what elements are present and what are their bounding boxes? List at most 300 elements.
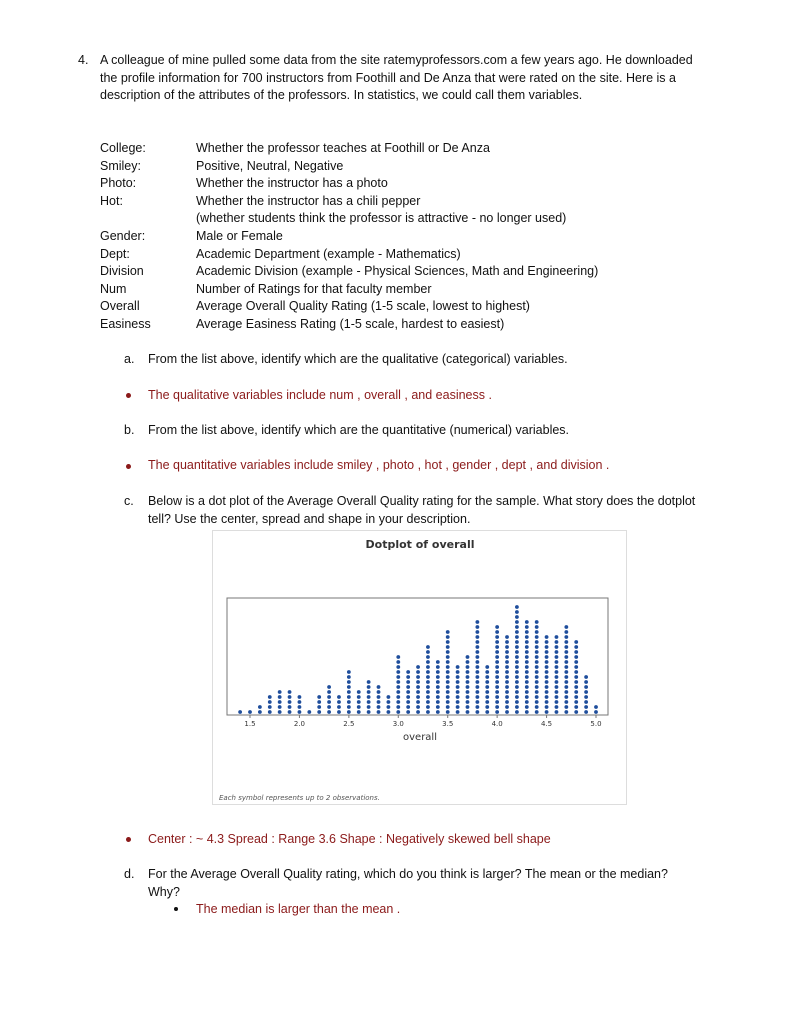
dot-point <box>426 700 430 704</box>
dot-point <box>535 645 539 649</box>
dot-point <box>475 620 479 624</box>
attribute-name: Overall <box>100 299 140 314</box>
part-d-answer: The median is larger than the mean . <box>196 902 401 916</box>
dot-point <box>475 665 479 669</box>
chart-footnote: Each symbol represents up to 2 observations. <box>219 794 380 802</box>
dot-point <box>505 670 509 674</box>
dot-point <box>377 705 381 709</box>
dot-point <box>446 630 450 634</box>
dot-point <box>564 625 568 629</box>
dot-point <box>436 705 440 709</box>
dot-point <box>475 685 479 689</box>
dot-point <box>535 655 539 659</box>
dot-point <box>446 645 450 649</box>
dot-point <box>396 690 400 694</box>
dot-point <box>555 680 559 684</box>
dot-point <box>505 690 509 694</box>
dot-point <box>456 665 460 669</box>
dot-point <box>555 700 559 704</box>
part-d-question <box>148 866 668 901</box>
dot-point <box>387 705 391 709</box>
dot-point <box>505 700 509 704</box>
attribute-description: Whether the instructor has a chili pepper <box>196 193 421 208</box>
dot-point <box>387 710 391 714</box>
dot-point <box>574 665 578 669</box>
dot-point <box>426 660 430 664</box>
dot-point <box>535 710 539 714</box>
dot-point <box>416 665 420 669</box>
dot-point <box>317 695 321 699</box>
attribute-row <box>100 316 660 334</box>
dot-point <box>436 695 440 699</box>
dot-point <box>515 660 519 664</box>
dot-point <box>475 675 479 679</box>
dot-point <box>564 710 568 714</box>
x-tick-label: 2.5 <box>343 720 355 728</box>
dot-point <box>574 655 578 659</box>
dotplot-svg <box>213 531 628 806</box>
dot-point <box>555 665 559 669</box>
dot-point <box>495 700 499 704</box>
dot-point <box>564 695 568 699</box>
dot-point <box>396 710 400 714</box>
dot-point <box>446 640 450 644</box>
question-line: A colleague of mine pulled some data from the site ratemyprofessors.com a few years ago. He downloaded <box>100 53 693 67</box>
attribute-name: Smiley: <box>100 158 141 173</box>
question-line: Why? <box>148 884 180 899</box>
dot-point <box>357 705 361 709</box>
dot-point <box>456 670 460 674</box>
dot-point <box>268 700 272 704</box>
dot-point <box>298 695 302 699</box>
dot-point <box>258 710 262 714</box>
dot-point <box>564 670 568 674</box>
dot-point <box>278 690 282 694</box>
dot-point <box>288 700 292 704</box>
dot-point <box>535 705 539 709</box>
attribute-name <box>100 210 196 228</box>
dot-point <box>475 630 479 634</box>
dot-point <box>446 675 450 679</box>
dot-point <box>515 655 519 659</box>
attribute-description: Whether the instructor has a photo <box>196 176 388 191</box>
dot-point <box>555 695 559 699</box>
dot-point <box>545 650 549 654</box>
dot-point <box>466 675 470 679</box>
dot-point <box>317 710 321 714</box>
dot-point <box>515 640 519 644</box>
dot-point <box>466 695 470 699</box>
dot-point <box>396 680 400 684</box>
dot-point <box>426 665 430 669</box>
dot-point <box>347 675 351 679</box>
dot-point <box>525 620 529 624</box>
dot-point <box>317 700 321 704</box>
dot-point <box>436 660 440 664</box>
dot-point <box>426 710 430 714</box>
dot-point <box>298 710 302 714</box>
dot-point <box>574 695 578 699</box>
dot-point <box>584 690 588 694</box>
dot-point <box>515 700 519 704</box>
attribute-name: Hot: <box>100 193 123 208</box>
dot-point <box>495 645 499 649</box>
dot-point <box>426 675 430 679</box>
dot-point <box>426 655 430 659</box>
dot-point <box>495 640 499 644</box>
dot-point <box>426 650 430 654</box>
dot-point <box>456 680 460 684</box>
part-a-question: From the list above, identify which are the qualitative (categorical) variables. <box>148 352 568 366</box>
dot-point <box>515 615 519 619</box>
dot-point <box>436 680 440 684</box>
dot-point <box>555 690 559 694</box>
dot-point <box>367 700 371 704</box>
dot-point <box>515 620 519 624</box>
dot-point <box>564 675 568 679</box>
dot-point <box>574 675 578 679</box>
dot-point <box>446 665 450 669</box>
part-c-label: c. <box>124 494 134 508</box>
dot-point <box>278 695 282 699</box>
dot-point <box>574 680 578 684</box>
dot-point <box>525 710 529 714</box>
dot-point <box>535 640 539 644</box>
dot-point <box>347 685 351 689</box>
dot-point <box>466 655 470 659</box>
dot-point <box>584 700 588 704</box>
attribute-name: Gender: <box>100 228 146 243</box>
dot-point <box>495 710 499 714</box>
dot-point <box>396 705 400 709</box>
x-tick-label: 4.0 <box>491 720 503 728</box>
attribute-name: Easiness <box>100 316 151 331</box>
dot-point <box>396 660 400 664</box>
dot-point <box>238 710 242 714</box>
dot-point <box>515 690 519 694</box>
dot-point <box>377 690 381 694</box>
dot-point <box>456 675 460 679</box>
dot-point <box>574 700 578 704</box>
dot-point <box>446 700 450 704</box>
dot-point <box>367 695 371 699</box>
dot-point <box>485 695 489 699</box>
dot-point <box>505 635 509 639</box>
dot-point <box>574 670 578 674</box>
dot-point <box>545 670 549 674</box>
dot-point <box>406 670 410 674</box>
attribute-name: College: <box>100 141 146 155</box>
dot-point <box>475 695 479 699</box>
attribute-name: Dept: <box>100 246 130 261</box>
dot-point <box>495 650 499 654</box>
dot-point <box>564 665 568 669</box>
dot-point <box>298 700 302 704</box>
dot-point <box>525 665 529 669</box>
dot-point <box>535 635 539 639</box>
dot-point <box>555 705 559 709</box>
attribute-description: Number of Ratings for that faculty member <box>196 281 432 296</box>
dot-point <box>485 705 489 709</box>
dot-point <box>525 655 529 659</box>
dot-point <box>515 695 519 699</box>
dot-point <box>545 700 549 704</box>
dot-point <box>327 685 331 689</box>
dot-point <box>436 690 440 694</box>
part-a-label: a. <box>124 352 135 366</box>
part-b-question: From the list above, identify which are the quantitative (numerical) variables. <box>148 423 570 437</box>
dot-point <box>367 685 371 689</box>
dot-point <box>545 645 549 649</box>
dot-point <box>515 625 519 629</box>
dot-point <box>446 685 450 689</box>
dot-point <box>584 695 588 699</box>
dot-point <box>555 685 559 689</box>
dot-point <box>416 710 420 714</box>
dot-point <box>337 695 341 699</box>
dot-point <box>535 685 539 689</box>
dot-point <box>278 705 282 709</box>
dot-point <box>387 695 391 699</box>
dot-point <box>525 670 529 674</box>
dot-point <box>584 705 588 709</box>
dot-point <box>495 635 499 639</box>
dot-point <box>456 700 460 704</box>
attribute-row <box>100 158 660 176</box>
dot-point <box>406 705 410 709</box>
dot-point <box>446 670 450 674</box>
part-d-label: d. <box>124 867 135 881</box>
dot-point <box>535 670 539 674</box>
dotplot-chart <box>212 530 627 805</box>
dot-point <box>436 665 440 669</box>
dot-point <box>456 695 460 699</box>
dot-point <box>515 635 519 639</box>
dot-point <box>337 700 341 704</box>
dot-point <box>495 690 499 694</box>
dot-point <box>347 695 351 699</box>
dot-point <box>466 705 470 709</box>
attribute-row <box>100 228 660 246</box>
dot-point <box>574 690 578 694</box>
question-line: Below is a dot plot of the Average Overall Quality rating for the sample. What story does the dotplot <box>148 494 696 508</box>
dot-point <box>367 680 371 684</box>
dot-point <box>357 695 361 699</box>
question-line: tell? Use the center, spread and shape in your description. <box>148 511 471 526</box>
dot-point <box>515 605 519 609</box>
dot-point <box>406 710 410 714</box>
bullet-icon <box>126 464 131 469</box>
dot-point <box>555 670 559 674</box>
attribute-description: Whether the professor teaches at Foothill or De Anza <box>196 141 490 155</box>
dot-point <box>357 710 361 714</box>
dot-point <box>367 690 371 694</box>
dot-point <box>337 710 341 714</box>
dot-point <box>406 675 410 679</box>
dot-point <box>564 660 568 664</box>
question-line: For the Average Overall Quality rating, which do you think is larger? The mean or the median? <box>148 867 668 881</box>
dot-point <box>535 695 539 699</box>
dot-point <box>327 705 331 709</box>
dot-point <box>535 675 539 679</box>
dot-point <box>475 690 479 694</box>
dot-point <box>515 650 519 654</box>
dot-point <box>515 670 519 674</box>
dot-point <box>564 640 568 644</box>
dot-point <box>545 675 549 679</box>
dot-point <box>545 690 549 694</box>
dot-point <box>574 660 578 664</box>
part-c-answer: Center : ~ 4.3 Spread : Range 3.6 Shape : Negatively skewed bell shape <box>148 832 551 846</box>
dot-point <box>446 695 450 699</box>
dot-point <box>525 630 529 634</box>
dot-point <box>564 630 568 634</box>
dot-point <box>475 635 479 639</box>
x-axis-label: overall <box>403 732 437 743</box>
dot-point <box>347 700 351 704</box>
part-b-answer: The quantitative variables include smiley , photo , hot , gender , dept , and division . <box>148 458 610 472</box>
dot-point <box>485 675 489 679</box>
dot-point <box>525 690 529 694</box>
dot-point <box>555 645 559 649</box>
dot-point <box>475 705 479 709</box>
attribute-row <box>100 193 660 211</box>
dot-point <box>396 685 400 689</box>
x-tick-label: 3.5 <box>442 720 454 728</box>
dot-point <box>545 710 549 714</box>
dot-point <box>564 700 568 704</box>
dot-point <box>426 705 430 709</box>
dot-point <box>327 700 331 704</box>
attribute-description: Male or Female <box>196 228 283 243</box>
dot-point <box>396 675 400 679</box>
dot-point <box>485 670 489 674</box>
dot-point <box>505 685 509 689</box>
dot-point <box>545 635 549 639</box>
dot-point <box>416 685 420 689</box>
dot-point <box>545 665 549 669</box>
dot-point <box>535 630 539 634</box>
dot-point <box>535 620 539 624</box>
dot-point <box>288 695 292 699</box>
dot-point <box>525 650 529 654</box>
dot-point <box>515 705 519 709</box>
dot-point <box>327 690 331 694</box>
dot-point <box>268 695 272 699</box>
dot-point <box>574 640 578 644</box>
dot-point <box>466 710 470 714</box>
dot-point <box>456 685 460 689</box>
dot-point <box>525 680 529 684</box>
dot-point <box>475 625 479 629</box>
dot-point <box>288 710 292 714</box>
dot-point <box>505 710 509 714</box>
dot-point <box>466 665 470 669</box>
x-tick-label: 4.5 <box>541 720 553 728</box>
dot-point <box>564 650 568 654</box>
dot-point <box>466 685 470 689</box>
dot-point <box>278 700 282 704</box>
dot-point <box>505 665 509 669</box>
attribute-row <box>100 210 660 228</box>
dot-point <box>396 670 400 674</box>
dot-point <box>555 655 559 659</box>
dot-point <box>515 610 519 614</box>
x-tick-label: 1.5 <box>244 720 256 728</box>
dot-point <box>327 695 331 699</box>
bullet-icon <box>174 907 178 911</box>
attribute-row <box>100 281 660 299</box>
dot-point <box>406 700 410 704</box>
dot-point <box>416 690 420 694</box>
dot-point <box>426 680 430 684</box>
dot-point <box>505 660 509 664</box>
dot-point <box>564 655 568 659</box>
dot-point <box>495 660 499 664</box>
dot-point <box>426 645 430 649</box>
dot-point <box>535 680 539 684</box>
dot-point <box>416 705 420 709</box>
dot-point <box>436 675 440 679</box>
x-tick-label: 3.0 <box>392 720 404 728</box>
dot-point <box>515 665 519 669</box>
dot-point <box>327 710 331 714</box>
dot-point <box>594 705 598 709</box>
dot-point <box>475 710 479 714</box>
dot-point <box>377 695 381 699</box>
dot-point <box>258 705 262 709</box>
dot-point <box>545 680 549 684</box>
dot-point <box>555 675 559 679</box>
dot-point <box>268 705 272 709</box>
dot-point <box>416 700 420 704</box>
dot-point <box>367 705 371 709</box>
bullet-icon <box>126 837 131 842</box>
dot-point <box>436 710 440 714</box>
dot-point <box>525 700 529 704</box>
dot-point <box>416 695 420 699</box>
dot-point <box>525 695 529 699</box>
dot-point <box>535 650 539 654</box>
dot-point <box>505 650 509 654</box>
dot-point <box>505 655 509 659</box>
dot-point <box>416 680 420 684</box>
dot-point <box>495 685 499 689</box>
dot-point <box>545 705 549 709</box>
dot-point <box>564 680 568 684</box>
dot-point <box>406 685 410 689</box>
dot-point <box>584 685 588 689</box>
dot-point <box>525 625 529 629</box>
dot-point <box>555 660 559 664</box>
dot-point <box>525 660 529 664</box>
dot-point <box>545 685 549 689</box>
question-text <box>100 52 693 105</box>
dot-point <box>396 695 400 699</box>
dot-point <box>317 705 321 709</box>
dot-point <box>574 645 578 649</box>
dot-point <box>574 650 578 654</box>
attribute-row <box>100 140 660 158</box>
dot-point <box>505 705 509 709</box>
dot-point <box>545 660 549 664</box>
dot-point <box>525 675 529 679</box>
dot-point <box>584 680 588 684</box>
dot-point <box>495 655 499 659</box>
dot-point <box>485 690 489 694</box>
dot-point <box>515 710 519 714</box>
dot-point <box>446 650 450 654</box>
